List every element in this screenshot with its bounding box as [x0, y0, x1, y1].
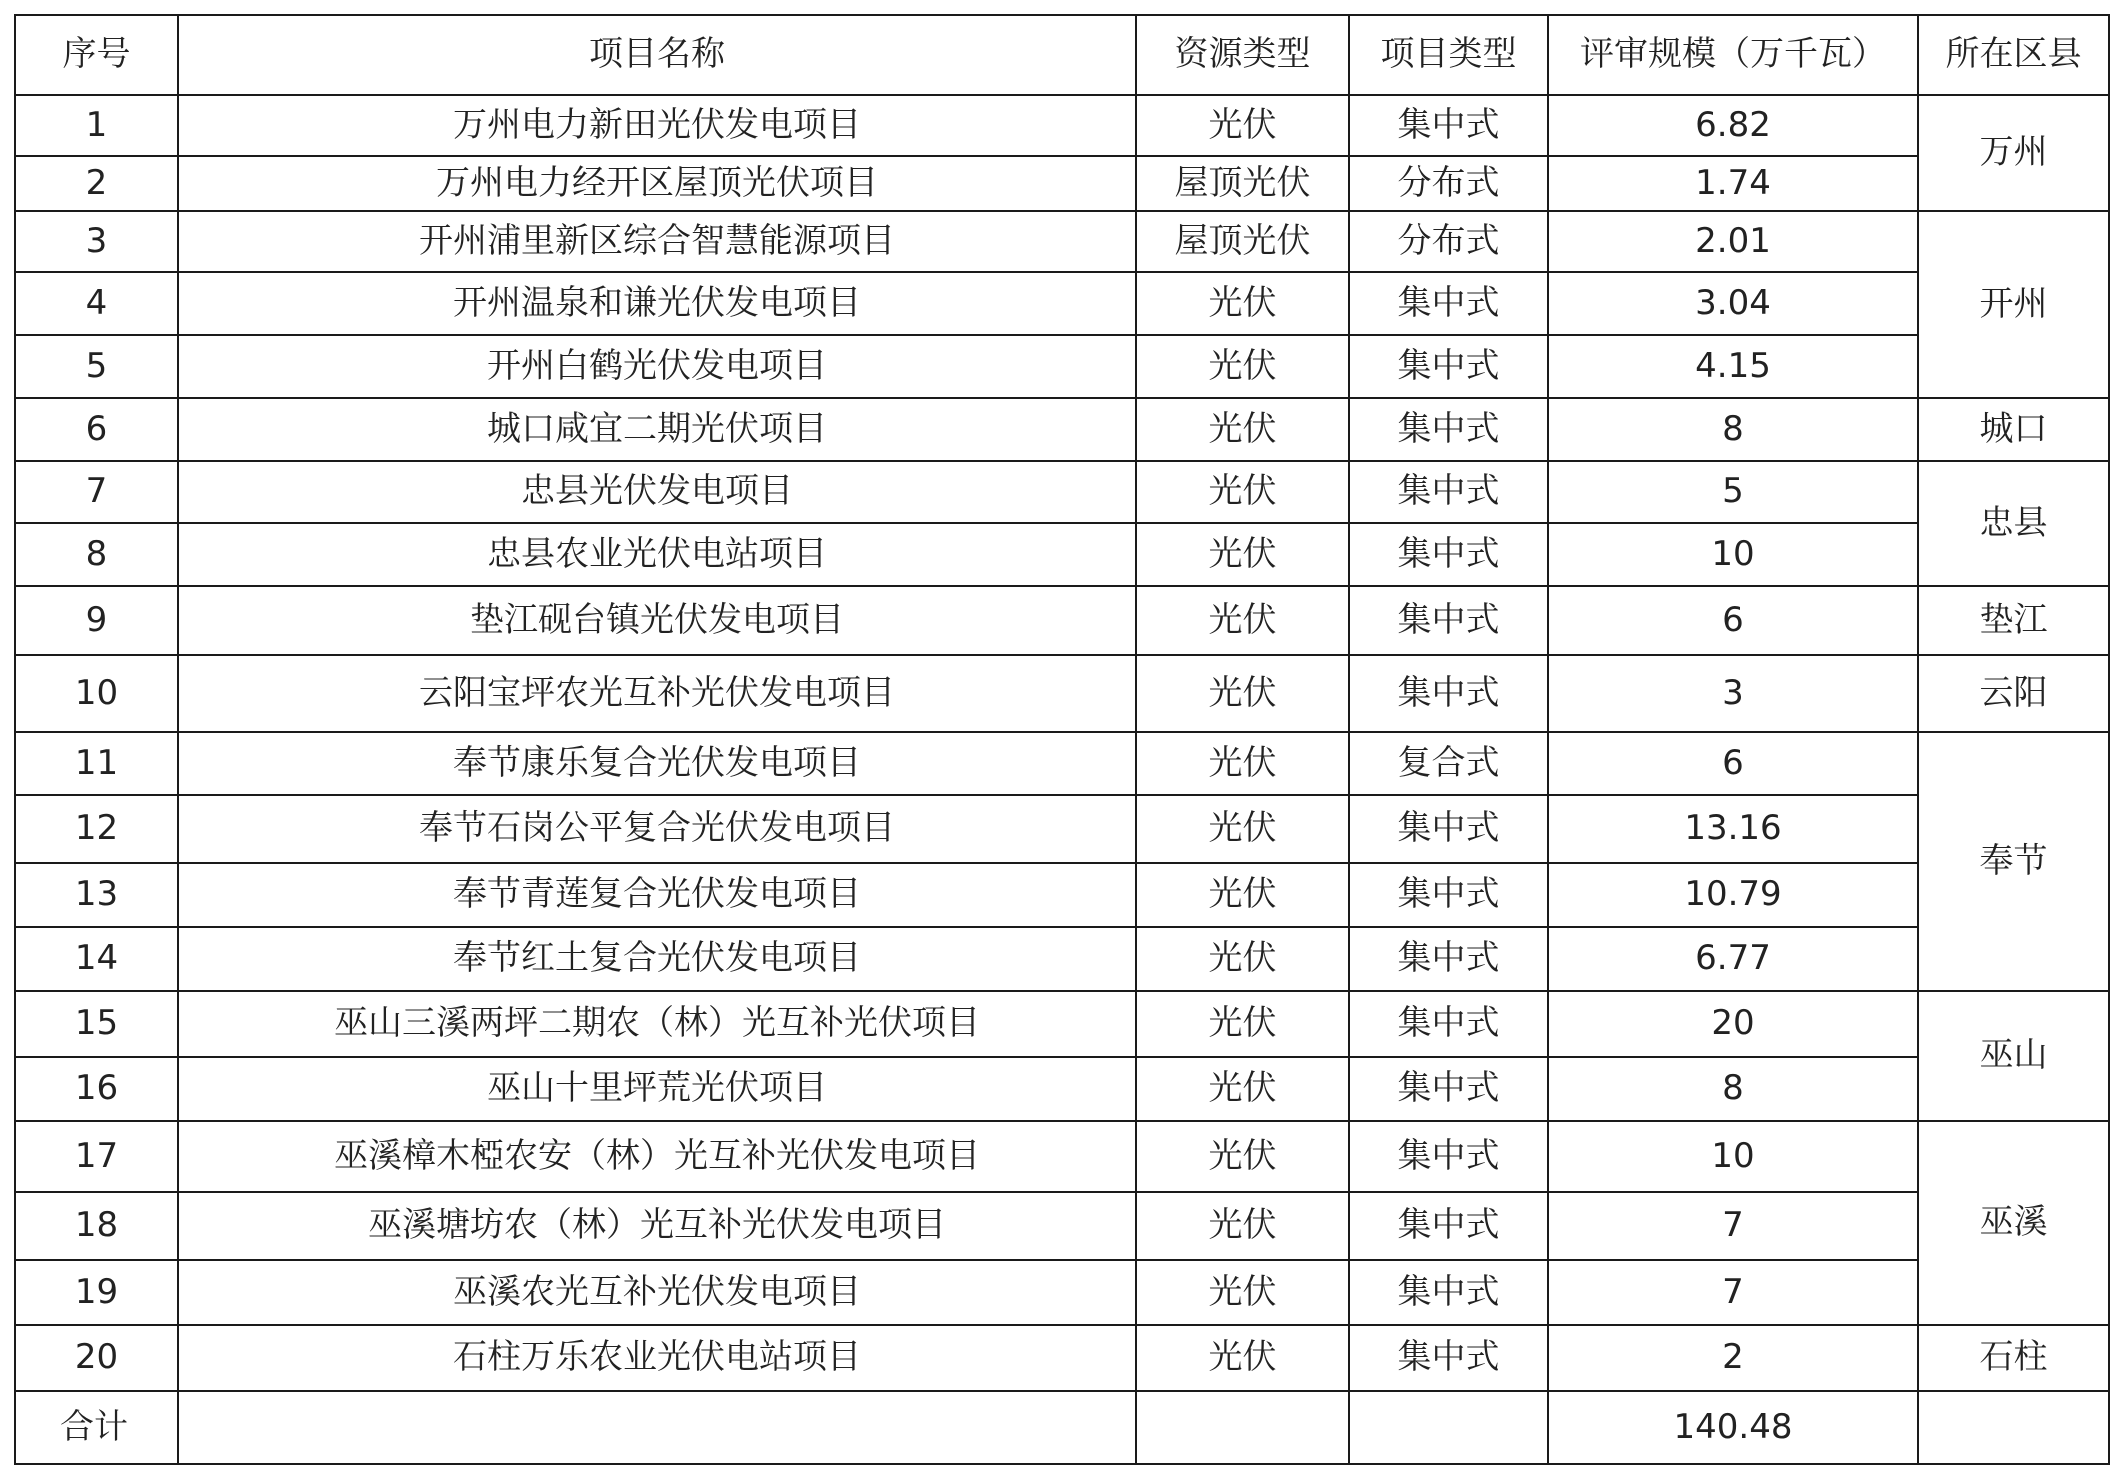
table-row [15, 335, 2109, 398]
project-name-cell: 忠县农业光伏电站项目 [178, 523, 1136, 586]
total-scale-cell: 140.48 [1548, 1391, 1918, 1464]
empty-cell [178, 1391, 1136, 1464]
resource-type-cell: 光伏 [1136, 95, 1349, 156]
project-name-cell: 巫山三溪两坪二期农（林）光互补光伏项目 [178, 991, 1136, 1057]
row-number-cell: 18 [15, 1192, 178, 1260]
resource-type-cell: 光伏 [1136, 991, 1349, 1057]
resource-type-cell: 光伏 [1136, 523, 1349, 586]
project-type-cell: 集中式 [1349, 1057, 1548, 1121]
scale-cell: 8 [1548, 1057, 1918, 1121]
table-row [15, 1057, 2109, 1121]
scale-cell: 3 [1548, 655, 1918, 732]
district-cell: 奉节 [1918, 732, 2109, 991]
project-name-cell: 开州温泉和谦光伏发电项目 [178, 272, 1136, 335]
project-type-cell: 集中式 [1349, 795, 1548, 863]
table-row [15, 461, 2109, 523]
empty-cell [1136, 1391, 1349, 1464]
scale-cell: 7 [1548, 1260, 1918, 1325]
row-number-cell: 12 [15, 795, 178, 863]
row-number-cell: 5 [15, 335, 178, 398]
district-cell: 开州 [1918, 211, 2109, 398]
resource-type-cell: 光伏 [1136, 272, 1349, 335]
project-type-cell: 集中式 [1349, 927, 1548, 991]
project-type-cell: 集中式 [1349, 1192, 1548, 1260]
table-row [15, 272, 2109, 335]
table-row [15, 732, 2109, 795]
scale-cell: 3.04 [1548, 272, 1918, 335]
resource-type-cell: 光伏 [1136, 1192, 1349, 1260]
scale-cell: 4.15 [1548, 335, 1918, 398]
project-type-cell: 复合式 [1349, 732, 1548, 795]
project-type-cell: 集中式 [1349, 1260, 1548, 1325]
resource-type-cell: 屋顶光伏 [1136, 211, 1349, 272]
scale-cell: 13.16 [1548, 795, 1918, 863]
row-number-cell: 4 [15, 272, 178, 335]
table-row [15, 1325, 2109, 1391]
scale-cell: 6.77 [1548, 927, 1918, 991]
project-type-cell: 集中式 [1349, 991, 1548, 1057]
project-name-cell: 石柱万乐农业光伏电站项目 [178, 1325, 1136, 1391]
row-number-cell: 8 [15, 523, 178, 586]
header-cell: 所在区县 [1918, 15, 2109, 95]
scale-cell: 10 [1548, 523, 1918, 586]
header-cell: 项目名称 [178, 15, 1136, 95]
projects-table [14, 14, 2110, 1465]
table-row [15, 586, 2109, 655]
project-type-cell: 集中式 [1349, 1325, 1548, 1391]
table-row [15, 156, 2109, 211]
row-number-cell: 11 [15, 732, 178, 795]
project-type-cell: 集中式 [1349, 655, 1548, 732]
project-type-cell: 集中式 [1349, 863, 1548, 927]
row-number-cell: 17 [15, 1121, 178, 1192]
scale-cell: 5 [1548, 461, 1918, 523]
scale-cell: 2 [1548, 1325, 1918, 1391]
row-number-cell: 14 [15, 927, 178, 991]
district-cell: 万州 [1918, 95, 2109, 211]
district-cell: 石柱 [1918, 1325, 2109, 1391]
resource-type-cell: 光伏 [1136, 1057, 1349, 1121]
scale-cell: 2.01 [1548, 211, 1918, 272]
resource-type-cell: 光伏 [1136, 461, 1349, 523]
table-row [15, 991, 2109, 1057]
table-row [15, 863, 2109, 927]
district-cell: 垫江 [1918, 586, 2109, 655]
project-name-cell: 奉节红土复合光伏发电项目 [178, 927, 1136, 991]
scale-cell: 7 [1548, 1192, 1918, 1260]
project-name-cell: 云阳宝坪农光互补光伏发电项目 [178, 655, 1136, 732]
project-name-cell: 巫溪塘坊农（林）光互补光伏发电项目 [178, 1192, 1136, 1260]
empty-cell [1918, 1391, 2109, 1464]
resource-type-cell: 光伏 [1136, 863, 1349, 927]
project-type-cell: 集中式 [1349, 586, 1548, 655]
row-number-cell: 6 [15, 398, 178, 461]
project-name-cell: 奉节石岗公平复合光伏发电项目 [178, 795, 1136, 863]
row-number-cell: 9 [15, 586, 178, 655]
table-row [15, 927, 2109, 991]
project-name-cell: 巫溪农光互补光伏发电项目 [178, 1260, 1136, 1325]
table-row [15, 523, 2109, 586]
resource-type-cell: 光伏 [1136, 586, 1349, 655]
resource-type-cell: 光伏 [1136, 398, 1349, 461]
total-row [15, 1391, 2109, 1464]
project-type-cell: 集中式 [1349, 95, 1548, 156]
scale-cell: 8 [1548, 398, 1918, 461]
resource-type-cell: 光伏 [1136, 655, 1349, 732]
project-name-cell: 奉节青莲复合光伏发电项目 [178, 863, 1136, 927]
project-name-cell: 巫溪樟木椏农安（林）光互补光伏发电项目 [178, 1121, 1136, 1192]
row-number-cell: 15 [15, 991, 178, 1057]
project-type-cell: 集中式 [1349, 398, 1548, 461]
header-cell: 资源类型 [1136, 15, 1349, 95]
district-cell: 巫山 [1918, 991, 2109, 1121]
table-row [15, 95, 2109, 156]
resource-type-cell: 光伏 [1136, 1260, 1349, 1325]
table-row [15, 655, 2109, 732]
scale-cell: 6 [1548, 586, 1918, 655]
scale-cell: 1.74 [1548, 156, 1918, 211]
table-body [15, 95, 2109, 1464]
resource-type-cell: 光伏 [1136, 732, 1349, 795]
scale-cell: 10.79 [1548, 863, 1918, 927]
project-name-cell: 开州浦里新区综合智慧能源项目 [178, 211, 1136, 272]
row-number-cell: 7 [15, 461, 178, 523]
row-number-cell: 1 [15, 95, 178, 156]
row-number-cell: 10 [15, 655, 178, 732]
scale-cell: 10 [1548, 1121, 1918, 1192]
row-number-cell: 2 [15, 156, 178, 211]
table-row [15, 211, 2109, 272]
project-name-cell: 城口咸宜二期光伏项目 [178, 398, 1136, 461]
header-cell: 序号 [15, 15, 178, 95]
total-label-cell: 合计 [15, 1391, 178, 1464]
resource-type-cell: 光伏 [1136, 1121, 1349, 1192]
resource-type-cell: 光伏 [1136, 335, 1349, 398]
resource-type-cell: 光伏 [1136, 1325, 1349, 1391]
resource-type-cell: 光伏 [1136, 795, 1349, 863]
row-number-cell: 20 [15, 1325, 178, 1391]
project-type-cell: 集中式 [1349, 272, 1548, 335]
district-cell: 城口 [1918, 398, 2109, 461]
resource-type-cell: 光伏 [1136, 927, 1349, 991]
scale-cell: 6.82 [1548, 95, 1918, 156]
district-cell: 忠县 [1918, 461, 2109, 586]
table-row [15, 1121, 2109, 1192]
row-number-cell: 16 [15, 1057, 178, 1121]
resource-type-cell: 屋顶光伏 [1136, 156, 1349, 211]
table-row [15, 398, 2109, 461]
row-number-cell: 3 [15, 211, 178, 272]
project-type-cell: 分布式 [1349, 211, 1548, 272]
table-row [15, 795, 2109, 863]
project-name-cell: 万州电力经开区屋顶光伏项目 [178, 156, 1136, 211]
header-cell: 评审规模（万千瓦） [1548, 15, 1918, 95]
header-cell: 项目类型 [1349, 15, 1548, 95]
project-type-cell: 分布式 [1349, 156, 1548, 211]
project-type-cell: 集中式 [1349, 523, 1548, 586]
empty-cell [1349, 1391, 1548, 1464]
project-type-cell: 集中式 [1349, 335, 1548, 398]
project-type-cell: 集中式 [1349, 461, 1548, 523]
row-number-cell: 19 [15, 1260, 178, 1325]
project-name-cell: 忠县光伏发电项目 [178, 461, 1136, 523]
table-row [15, 1192, 2109, 1260]
scale-cell: 20 [1548, 991, 1918, 1057]
project-name-cell: 奉节康乐复合光伏发电项目 [178, 732, 1136, 795]
project-name-cell: 巫山十里坪荒光伏项目 [178, 1057, 1136, 1121]
table-row [15, 1260, 2109, 1325]
scale-cell: 6 [1548, 732, 1918, 795]
project-type-cell: 集中式 [1349, 1121, 1548, 1192]
project-name-cell: 开州白鹤光伏发电项目 [178, 335, 1136, 398]
district-cell: 云阳 [1918, 655, 2109, 732]
project-name-cell: 万州电力新田光伏发电项目 [178, 95, 1136, 156]
header-row [15, 15, 2109, 95]
row-number-cell: 13 [15, 863, 178, 927]
project-name-cell: 垫江砚台镇光伏发电项目 [178, 586, 1136, 655]
district-cell: 巫溪 [1918, 1121, 2109, 1325]
